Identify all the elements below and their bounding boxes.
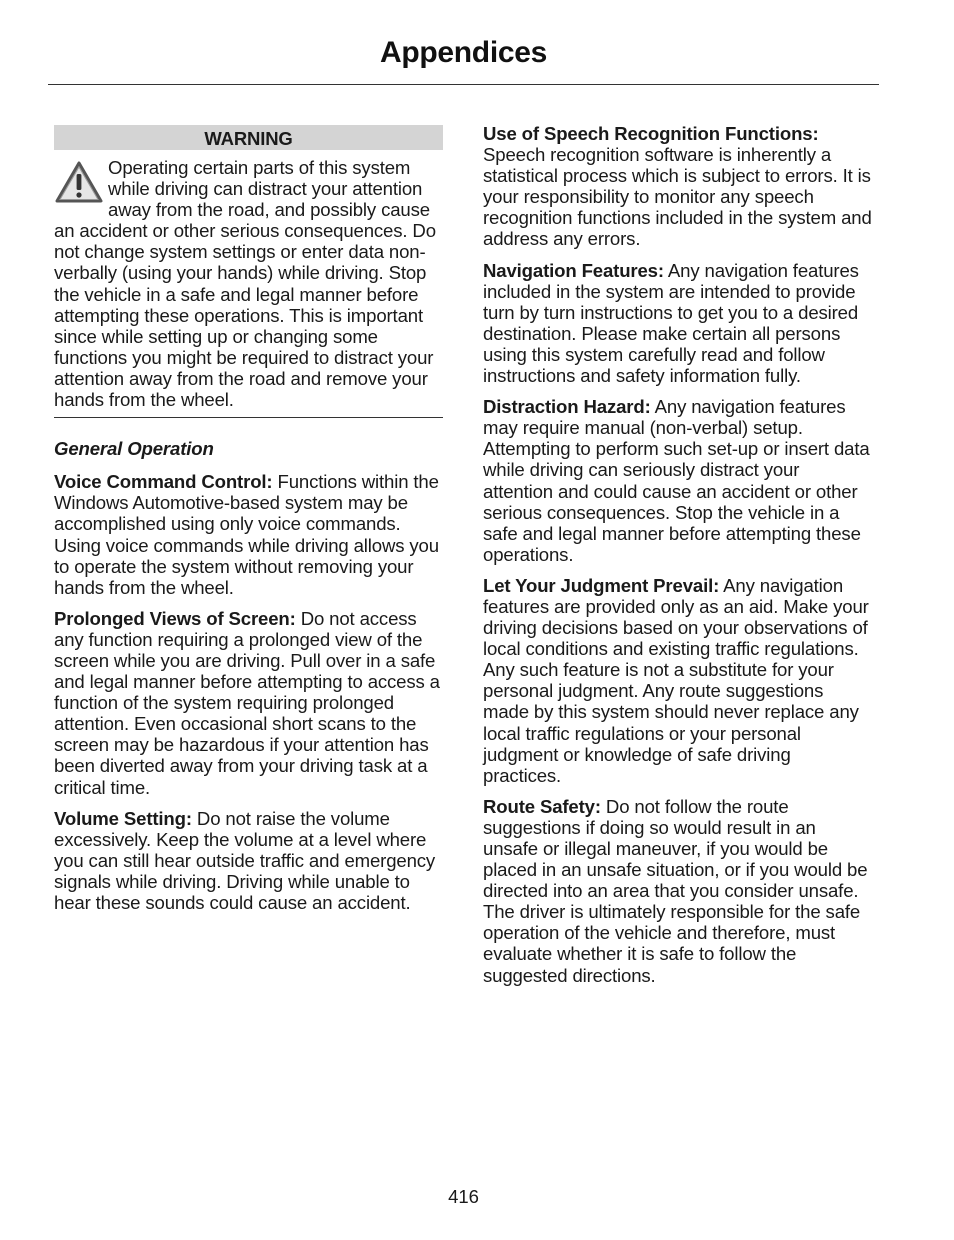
paragraph-volume-setting: [54, 808, 444, 913]
warning-label: WARNING: [54, 125, 443, 150]
term: Route Safety:: [483, 795, 601, 817]
body-text: Functions within the Windows Automotive-based system may be accomplished using only voice commands. Using voice commands while driving allows you to operate the system without removing your hands from the wheel.: [54, 471, 439, 598]
term: Use of Speech Recognition Functions:: [483, 123, 819, 144]
body-text: Any navigation features included in the system are intended to provide turn by turn instructions to get you to a desired destination. Please make certain all persons using this system carefully read and follow instructions and safety information fully.: [483, 259, 859, 387]
body-text: Do not follow the route suggestions if doing so would result in an unsafe or illegal maneuver, if you would be placed in an unsafe situation, or if you would be directed into an area that you consider unsafe. The driver is ultimately responsible for the safe operation of the vehicle and therefore, must evaluate whether it is safe to follow the suggested directions.: [483, 795, 868, 986]
left-column: [54, 124, 444, 923]
body-text: Any navigation features may require manual (non-verbal) setup. Attempting to perform such set-up or insert data while driving can seriously distract your attention and could cause an accident or other serious consequences. Stop the vehicle in a safe and legal manner before attempting these operations.: [483, 396, 870, 565]
title-divider: [48, 84, 879, 85]
section-heading: General Operation: [54, 438, 214, 460]
paragraph-distraction-hazard: [483, 396, 873, 565]
term: Prolonged Views of Screen:: [54, 607, 296, 629]
term: Distraction Hazard:: [483, 396, 651, 418]
paragraph-judgment-prevail: [483, 575, 873, 786]
body-text: Any navigation features are provided only as an aid. Make your driving decisions based on your observations of local conditions and existing traffic regulations. Any such feature is not a substitute for your personal judgment. Any route suggestions made by this system should never replace any local traffic regulations or your personal judgment or knowledge of safe driving practices.: [483, 574, 869, 786]
term: Voice Command Control:: [54, 471, 273, 493]
warning-text: Operating certain parts of this system while driving can distract your attention away from the road, and possibly cause an accident or other serious consequences. Do not change system settings or enter data non-verbally (using your hands) while driving. Stop the vehicle in a safe and legal manner before attempting these operations. This is important since while setting up or changing some functions you might be required to distract your attention away from the road and remove your hands from the wheel.: [54, 157, 436, 411]
page-number: 416: [448, 1186, 479, 1207]
paragraph-voice-command-control: [54, 471, 444, 598]
warning-body: [54, 157, 443, 410]
paragraph-navigation-features: [483, 260, 873, 387]
paragraph-route-safety: [483, 796, 873, 986]
term: Volume Setting:: [54, 807, 192, 829]
body-text: Speech recognition software is inherently a statistical process which is subject to errors. It is your responsibility to monitor any speech recognition functions included in the system and address any errors.: [483, 144, 872, 250]
term: Navigation Features:: [483, 259, 664, 281]
body-text: Do not raise the volume excessively. Keep the volume at a level where you can still hear outside traffic and emergency signals while driving. Driving while unable to hear these sounds could cause an accident.: [54, 807, 436, 913]
paragraph-prolonged-views: [54, 608, 444, 798]
right-column: [483, 123, 873, 996]
warning-divider: [54, 417, 443, 418]
warning-box: [54, 125, 443, 418]
term: Let Your Judgment Prevail:: [483, 574, 720, 596]
body-text: Do not access any function requiring a prolonged view of the screen while you are driving. Pull over in a safe and legal manner before attempting to access a function of the system requiring prolonged attention. Even occasional short scans to the screen may be hazardous if your attention has been diverted away from your driving task at a critical time.: [54, 607, 440, 798]
paragraph-speech-recognition: [483, 123, 873, 250]
warning-triangle-icon: [54, 160, 104, 204]
page-title: Appendices: [379, 36, 548, 69]
